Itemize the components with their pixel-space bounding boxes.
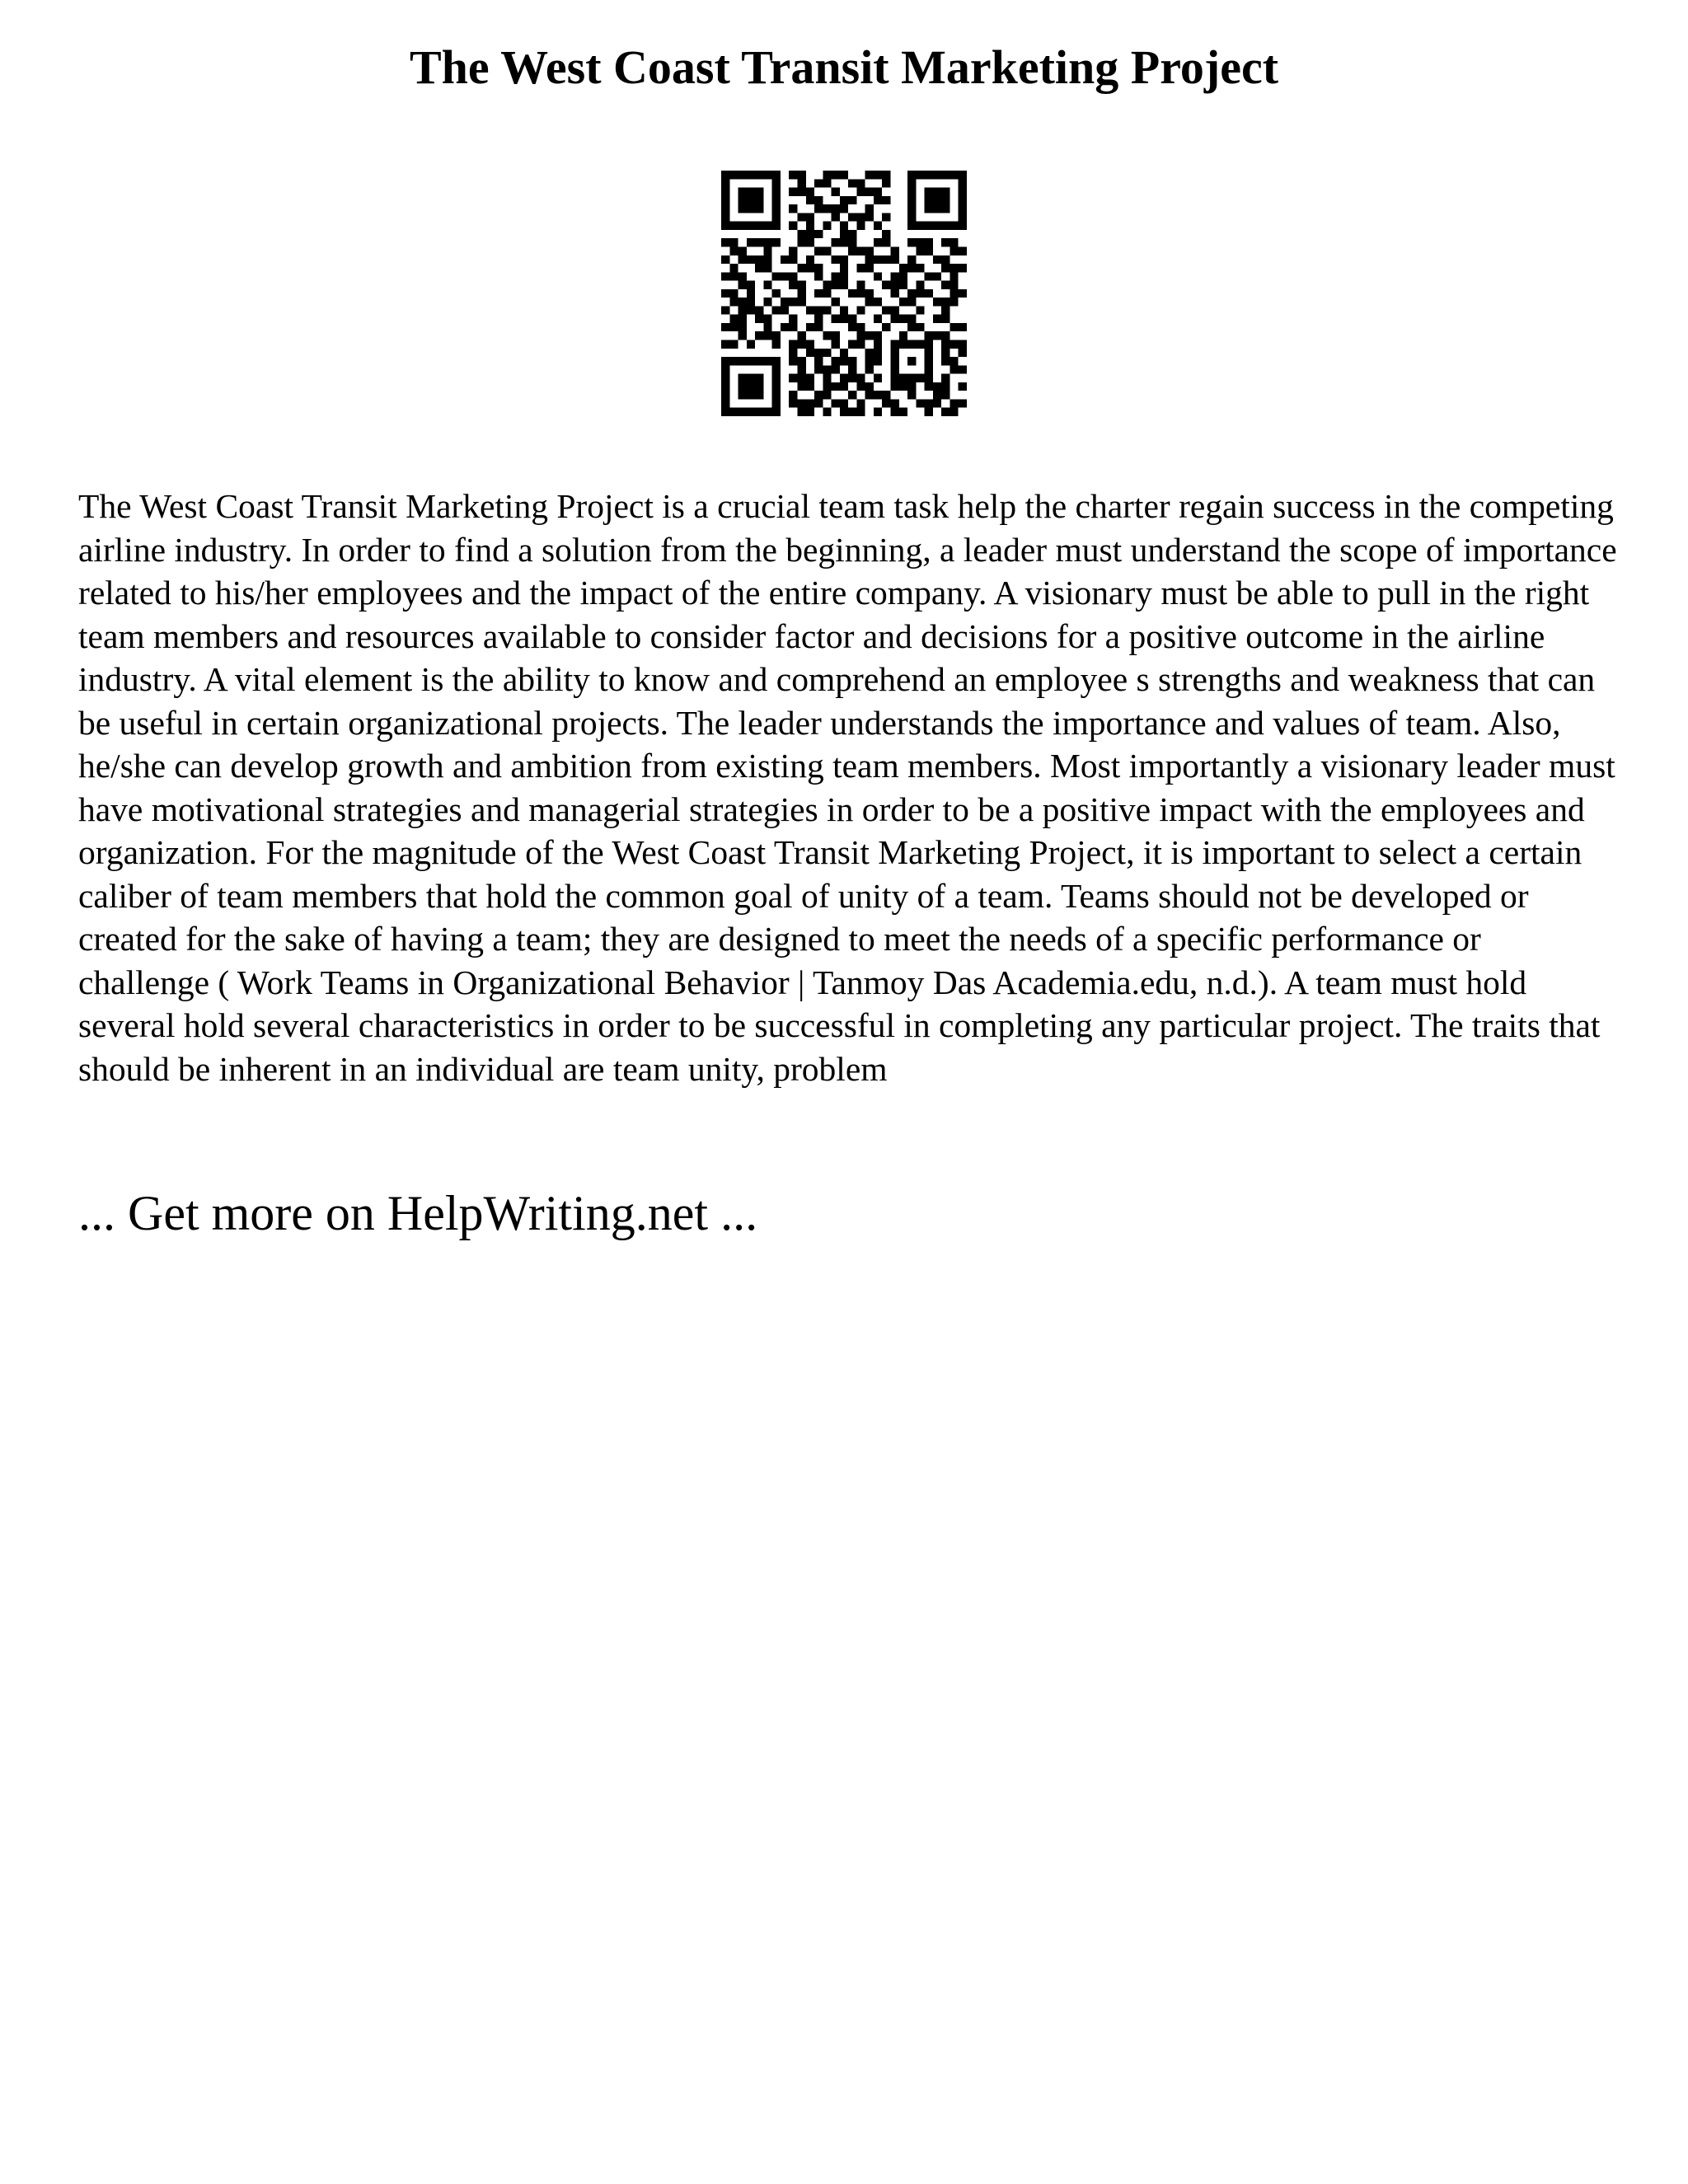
qr-code-graphic xyxy=(721,171,967,416)
qr-code-icon xyxy=(721,171,967,416)
get-more-link[interactable]: ... Get more on HelpWriting.net ... xyxy=(78,1186,758,1240)
page-title: The West Coast Transit Marketing Project xyxy=(409,40,1279,94)
body-paragraph: The West Coast Transit Marketing Project is a crucial team task help the charter regain success in the competing airline industry. In order to find a solution from the beginning, a leader must understand the scope of importance related to his/her employees and the impact of the entire company. A visionary must be able to pull in the right team members and resources available to consider factor and decisions for a positive outcome in the airline industry. A vital element is the ability to know and comprehend an employee s strengths and weakness that can be useful in certain organizational projects. The leader understands the importance and values of team. Also, he/she can develop growth and ambition from existing team members. Most importantly a visionary leader must have motivational strategies and managerial strategies in order to be a positive impact with the employees and organization. For the magnitude of the West Coast Transit Marketing Project, it is important to select a certain caliber of team members that hold the common goal of unity of a team. Teams should not be developed or created for the sake of having a team; they are designed to meet the needs of a specific performance or challenge ( Work Teams in Organizational Behavior | Tanmoy Das Academia.edu, n.d.). A team must hold several hold several characteristics in order to be successful in completing any particular project. The traits that should be inherent in an individual are team unity, problem xyxy=(78,487,1617,1088)
